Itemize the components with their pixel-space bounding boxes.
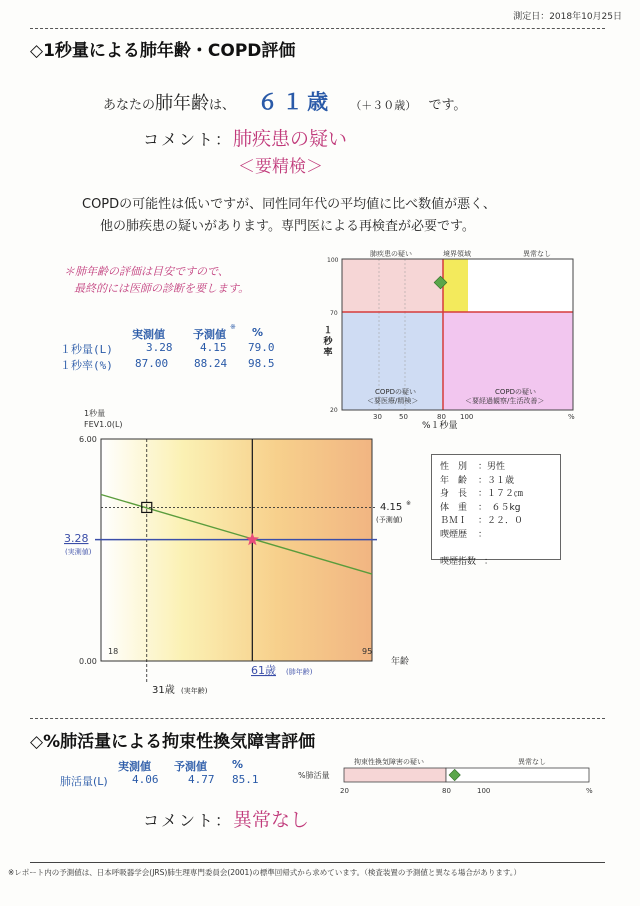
section2-divider [30, 718, 605, 719]
fev1-chart [60, 406, 420, 702]
vc-predicted: 4.77 [188, 773, 215, 786]
patient-row [440, 500, 560, 514]
lung-age-word: 肺年齢 [155, 93, 210, 114]
patient-row [440, 513, 560, 527]
vc-measured: 4.06 [132, 773, 159, 786]
header-predicted: 予測値 [174, 760, 207, 773]
bar-tick-percent: % [586, 787, 593, 795]
bar-zone-normal [446, 768, 589, 782]
desu-text: です。 [428, 98, 467, 113]
zone-label-borderline: 境界領域 [443, 250, 471, 258]
lung-age-sentence [103, 86, 466, 116]
comment-label: コメント： [143, 130, 234, 149]
row-predicted: 4.15 [200, 341, 227, 354]
vc-comment-line [143, 805, 309, 832]
bar-tick-20: 20 [340, 787, 349, 795]
plot-area [101, 439, 372, 661]
lung-age-value: ６１歳 [257, 90, 333, 114]
xtick-max: 95 [362, 647, 373, 656]
predicted-mark: ※ [406, 500, 412, 507]
patient-label: 喫煙歴 [440, 529, 468, 540]
patient-row [440, 527, 560, 541]
patient-label: 喫煙指数 [440, 556, 477, 567]
note [64, 263, 249, 297]
vc-row-label: 肺活量(L) [60, 775, 108, 788]
note-line-1: ＊肺年齢の評価は目安ですので、 [64, 265, 229, 278]
zone-label-suspected: 肺疾患の疑い [370, 250, 412, 258]
copd-ylabel: １ 秒 率 [323, 326, 333, 358]
row-percent: 98.5 [248, 357, 275, 370]
description-line-1: COPDの可能性は低いですが、同性同年代の平均値に比べ数値が悪く、 [82, 197, 496, 212]
patient-value: １７２㎝ [487, 489, 524, 499]
patient-row [440, 486, 560, 500]
header-percent: % [252, 326, 264, 339]
age-diff: （＋３０歳） [350, 99, 417, 112]
header-predicted: 予測値 [193, 328, 226, 341]
ytick-max: 6.00 [79, 435, 97, 444]
comment-line [143, 124, 347, 151]
measured-sub: (実測値) [65, 548, 92, 556]
lung-age-sub: (肺年齢) [286, 668, 313, 676]
patient-label: 年 齢 [440, 475, 468, 486]
row-predicted: 88.24 [194, 357, 228, 370]
description [82, 194, 496, 238]
br-sub: ＜要経過観察/生活改善＞ [465, 397, 545, 405]
comment-value: 肺疾患の疑い [233, 128, 348, 150]
patient-label: ＢＭＩ [440, 516, 468, 526]
header-divider [30, 28, 605, 29]
patient-colon: ： [478, 516, 488, 526]
real-age-sub: (実年齢) [181, 687, 208, 695]
note-line-2: 最終的には医師の診断を要します。 [74, 282, 250, 295]
real-age-label: 31歳 [152, 685, 175, 696]
patient-row [440, 540, 560, 554]
lung-age-label: 61歳 [251, 664, 276, 677]
xtick-100: 100 [460, 413, 474, 421]
bar-zone2-label: 異常なし [518, 758, 546, 766]
patient-value: ３１歳 [487, 475, 515, 486]
row-percent: 79.0 [248, 341, 275, 354]
header-measured: 実測値 [118, 760, 151, 773]
patient-label: 体 重 [440, 502, 468, 513]
ytick-20: 20 [330, 407, 338, 414]
row-label: １秒量(L) [60, 343, 113, 356]
br-title: COPDの疑い [495, 388, 537, 396]
bar-tick-100: 100 [477, 787, 491, 795]
bar-tick-80: 80 [442, 787, 451, 795]
xtick-percent: % [568, 413, 575, 421]
patient-colon: ： [478, 502, 483, 513]
vc-evaluation-bar [296, 752, 606, 798]
bar-zone1-label: 拘束性換気障害の疑い [354, 758, 424, 766]
copd-xlabel: %１秒量 [422, 421, 458, 431]
prefix-text: あなたの [103, 98, 156, 113]
row-label: １秒率(%) [60, 359, 113, 372]
xtick-min: 18 [108, 647, 119, 656]
vc-comment-value: 異常なし [233, 809, 310, 831]
patient-info-box [431, 454, 561, 567]
patient-row [440, 473, 560, 487]
vc-percent: 85.1 [232, 773, 259, 786]
measured-label: 3.28 [64, 532, 89, 545]
row-measured: 3.28 [146, 341, 173, 354]
ytick-min: 0.00 [79, 657, 97, 666]
xtick-80: 80 [437, 413, 446, 421]
description-line-2: 他の肺疾患の疑いがあります。専門医による再検査が必要です。 [100, 219, 475, 234]
patient-colon: ： [478, 529, 488, 540]
copd-evaluation-chart [315, 246, 595, 432]
footer-note: ※レポート内の予測値は、日本呼吸器学会(JRS)肺生理専門委員会(2001)の標準回帰式から求めています。（検査装置の予測値と異なる場合があります。） [8, 868, 522, 877]
header-measured: 実測値 [132, 328, 165, 341]
measure-date: 測定日：2018年10月25日 [513, 12, 622, 22]
section1-title: ◇1秒量による肺年齢・COPD評価 [30, 41, 296, 61]
zone-label-normal: 異常なし [523, 250, 551, 258]
section2-title: ◇%肺活量による拘束性換気障害評価 [30, 732, 316, 752]
header-percent: % [232, 758, 244, 771]
bar-label: %肺活量 [298, 771, 330, 780]
zone-normal [468, 259, 573, 312]
patient-colon: ： [478, 475, 488, 486]
patient-colon: ： [484, 556, 494, 567]
ytick-70: 70 [330, 310, 338, 317]
bar-zone-restrictive [344, 768, 446, 782]
patient-value: ２２．０ [487, 516, 524, 526]
patient-row [440, 459, 560, 473]
predicted-sub: (予測値) [376, 516, 403, 524]
bl-title: COPDの疑い [375, 388, 417, 396]
patient-value: ６５kg [482, 502, 521, 513]
xtick-50: 50 [399, 413, 408, 421]
patient-label: 性 別 [440, 462, 468, 472]
fev-ylabel-line2: FEV1.0(L) [84, 420, 123, 429]
footer-divider [30, 862, 605, 863]
ha-text: は、 [209, 98, 236, 113]
zone-borderline [443, 259, 468, 312]
bl-sub: ＜要医療/精検＞ [367, 397, 419, 405]
zone-suspected [342, 259, 443, 312]
vc-table [60, 758, 300, 790]
row-measured: 87.00 [135, 357, 169, 370]
xtick-30: 30 [373, 413, 382, 421]
vc-comment-label: コメント： [143, 811, 234, 830]
comment-sub: ＜要精検＞ [238, 157, 323, 177]
patient-value: 男性 [487, 462, 506, 472]
patient-label: 身 長 [440, 489, 468, 499]
ytick-100: 100 [327, 257, 339, 264]
predicted-label: 4.15 [380, 502, 403, 513]
fev-ylabel-line1: 1秒量 [84, 409, 106, 418]
header-predicted-mark: ※ [230, 323, 236, 331]
patient-row [440, 554, 560, 568]
patient-colon: ： [478, 489, 488, 499]
patient-colon: ： [478, 462, 488, 472]
fev-xlabel: 年齢 [391, 657, 410, 667]
